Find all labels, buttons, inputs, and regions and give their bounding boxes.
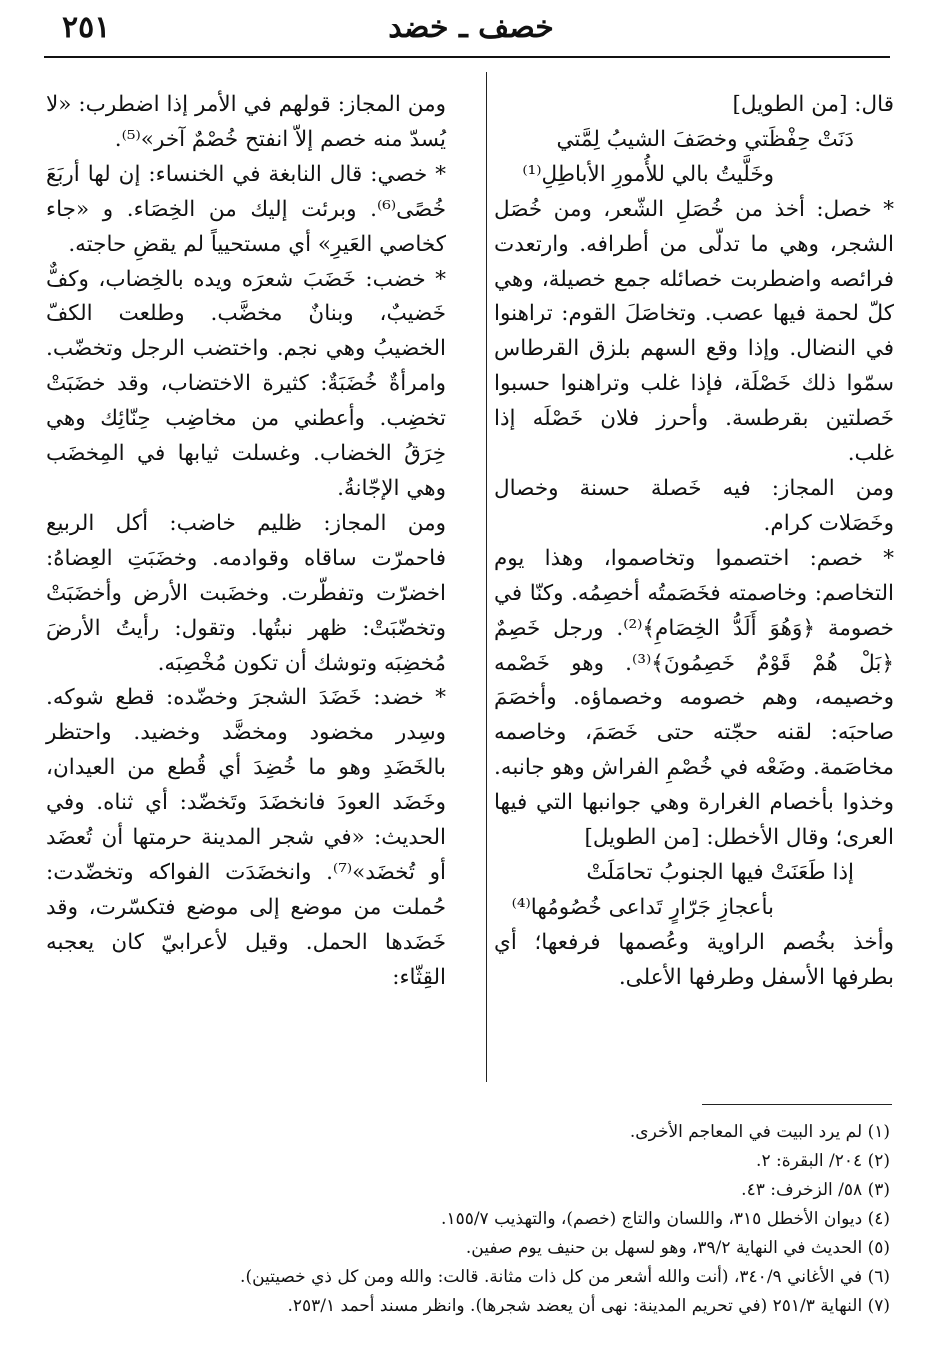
running-head: خصف ـ خضد: [388, 10, 554, 45]
footnote-rule: [702, 1104, 892, 1105]
footnote: (٤) ديوان الأخطل ٣١٥، واللسان والتاج (خصم)، والتهذيب ١٥٥/٧.: [441, 1209, 890, 1229]
header-rule: [44, 56, 890, 58]
footnote: (٣) ٥٨/ الزخرف: ٤٣.: [741, 1180, 890, 1200]
page-number: ٢٥١: [62, 10, 111, 45]
verse-line: دَنَتْ حِفْظَتي وخصَفَ الشيبُ لِمَّتي: [556, 126, 854, 152]
verse-intro: قال: [من الطويل]: [732, 92, 894, 117]
verse-line: إذا طَعَنَتْ فيها الجنوبُ تحامَلَتْ: [586, 859, 854, 885]
footnotes: [50, 1118, 890, 1321]
footnote: (٦) في الأغاني ٣٤٠/٩، (أنت والله أشعر من كل ذات مثانة. قالت: والله ومن كل ذي خصيتين).: [240, 1267, 890, 1287]
footnote: (٥) الحديث في النهاية ٣٩/٢، وهو لسهل بن حنيف يوم صفين.: [465, 1238, 890, 1258]
footnote: (٢) ٢٠٤/ البقرة: ٢.: [756, 1151, 890, 1171]
paragraph: ومن المجاز: ظليم خاضب: أكل الربيع فاحمرّت ساقاه وقوادمه. وخضَبَتِ العِضاهُ: اخضرّت وتفطّرت. وخضَبت الأرض وأخضَبَتْ وتخضّبَتْ: ظهر نبتُها. وتقول: رأيتُ الأرضَ مُخضِبَه وتوشك أن تكون مُخْصِبَه.: [46, 510, 446, 676]
right-column: [494, 88, 894, 996]
left-column: [46, 88, 446, 996]
paragraph: وأخذ بخُصم الراوية وعُصمها فرفعها؛ أي بطرفها الأسفل وطرفها الأعلى.: [494, 929, 894, 990]
entry-khadad: * خضد: خَضَدَ الشجرَ وخضّده: قطع شوكه. وسِدر مخضود ومخضَّد وخضيد. واحتظر بالخَضَدِ وهو ما خُضِدَ أي قُطع من العيدان، وخَضَد العودَ فانخضَدَ وتَخضّد: أي ثناه. وفي الحديث: «في شجر المدينة حرمتها أن تُعضَد أو تُخضَد»⁽⁷⁾. وانخضَدَت الفواكه وتخضّدت: حُملت من موضع إلى موضع فتكسّرت، وقد خَضَدها الحمل. وقيل لأعرابيّ كان يعجبه القِثّاء:: [46, 685, 446, 990]
entry-khadab: * خضب: خَضَبَ شعرَه ويده بالخِضاب، وكفٌّ خَضيبٌ، وبنانٌ مخضَّب. وطلعت الكفّ الخضيبُ وهي نجم. واختضب الرجل وتخضّب. وامرأةٌ خُضَبَةٌ: كثيرة الاختضاب، وقد خضَبَتْ تخضِب. وأعطني من مخاضِب حِنّائِك وهي خِرَقُ الخضاب. وغسلت ثيابها في المِخضَب وهي الإجّانةُ.: [46, 266, 446, 501]
entry-khasam: * خصم: اختصموا وتخاصموا، وهذا يوم التخاصم: وخاصمته فخَصَمتُه أخصِمُه. وكنّا في خصومة ﴿وَهُوَ أَلَدُّ الخِصَامِ﴾⁽²⁾. ورجل خَصِمٌ ﴿بَلْ هُمْ قَوْمٌ خَصِمُونَ﴾⁽³⁾. وهو خَصْمه وخصيمه، وهم خصومه وخصماؤه. وأخصَمَ صاحبَه: لقنه حجّته حتى خَصَمَ، وخاصمه مخاصَمة. وضَعْه في خُصْمِ الفراش وهو جانبه. وخذوا بأخصام الغرارة وهي جوانبها التي فيها العرى؛ وقال الأخطل: [من الطويل]: [494, 545, 894, 851]
column-divider: [486, 72, 487, 1082]
paragraph: ومن المجاز: قولهم في الأمر إذا اضطرب: «لا يُسدّ منه خصم إلاّ انفتح خُصْمٌ آخر»⁽⁵⁾.: [46, 92, 446, 152]
entry-khasa: * خصي: قال النابغة في الخنساء: إن لها أربَعَ خُصًى⁽⁶⁾. وبرئت إليك من الخِصَاء. و «جاء كخاصي العَيرِ» أي مستحيياً لم يقضِ حاجته.: [46, 161, 446, 257]
verse-line: وخَلَّيتُ بالي للأُمورِ الأباطِلِ⁽¹⁾: [522, 161, 774, 187]
entry-khasal: * خصل: أخذ من خُصَلِ الشّعر، ومن خُصَل الشجر، وهي ما تدلّى من أطرافه. وارتعدت فرائصه واضطربت خصائله جمع خصيلة، وهي كلّ لحمة فيها عصب. وتخاصَلَ القوم: تراهنوا في النضال. وإذا وقع السهم بلزق القرطاس سمّوا ذلك خَصْلَة، فإذا غلب وتراهنوا حسبوا خَصلتين بقرطسة. وأحرز فلان خَصْلَه إذا غلب.: [494, 196, 894, 467]
paragraph: ومن المجاز: فيه خَصلة حسنة وخصال وخَصَلات كرام.: [494, 475, 894, 536]
footnote: (٧) النهاية ٢٥١/٣ (في تحريم المدينة: نهى أن يعضد شجرها). وانظر مسند أحمد ٢٥٣/١.: [287, 1296, 890, 1316]
footnote: (١) لم يرد البيت في المعاجم الأخرى.: [629, 1122, 890, 1142]
verse-line: بأعجازِ جَرّارٍ تَداعى خُصُومُها⁽⁴⁾: [511, 894, 774, 920]
